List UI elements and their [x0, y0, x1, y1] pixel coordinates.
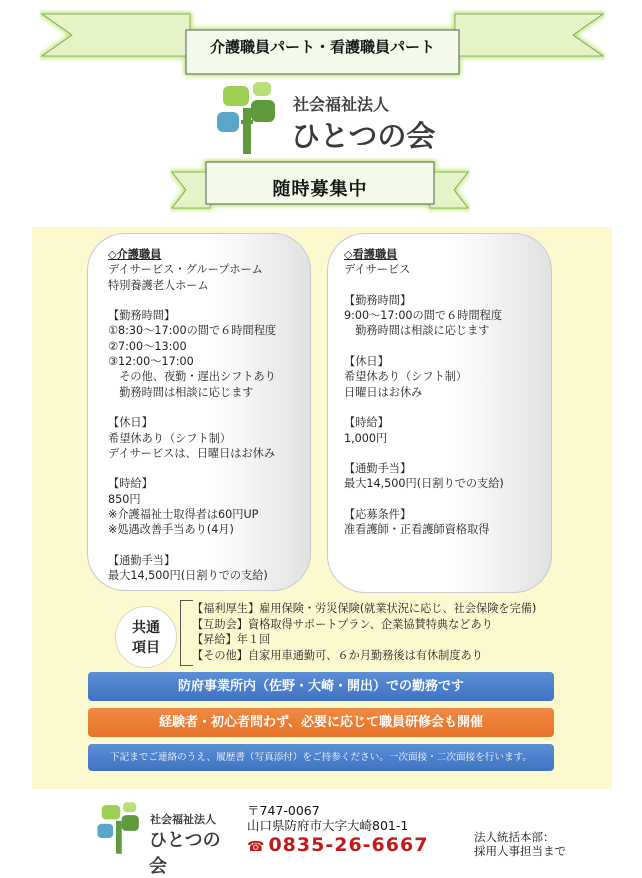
logo-organization-name: ひとつの会 — [291, 119, 436, 153]
common-item: 【互助会】資格取得サポートプラン、企業協賛特典などあり — [192, 617, 493, 631]
tree-logo-icon — [96, 800, 146, 856]
card-line: 【休日】 — [108, 416, 153, 430]
card-line: 【時給】 — [108, 477, 153, 491]
job-type-title: 介護職員パート・看護職員パート — [209, 38, 435, 56]
logo-corp-label: 社会福祉法人 — [293, 95, 390, 114]
card-line: 【通勤手当】 — [344, 462, 412, 476]
postal-code: 〒747-0067 — [247, 803, 320, 818]
card-line: 【勤務時間】 — [108, 309, 176, 323]
card-line: デイサービス・グループホーム — [108, 263, 263, 277]
card-heading: ◇看護職員 — [344, 248, 398, 261]
card-line: その他、夜勤・遅出シフトあり — [108, 370, 276, 384]
line-spacer — [108, 461, 298, 476]
work-location-bar: 防府事業所内（佐野・大崎・開出）での勤務です — [88, 672, 554, 701]
common-label-line2: 項目 — [132, 640, 160, 656]
card-line: ①8:30～17:00の間で６時間程度 — [108, 324, 277, 338]
card-line: ③12:00～17:00 — [108, 355, 194, 369]
recruiting-now-title: 随時募集中 — [272, 179, 368, 200]
line-spacer — [108, 293, 298, 308]
footer-logo-corp-label: 社会福祉法人 — [150, 813, 216, 826]
common-items-list — [192, 601, 536, 663]
card-line: デイサービスは、日曜日はお休み — [108, 446, 276, 460]
card-line: 1,000円 — [344, 431, 388, 445]
contact-instructions-bar: 下記までご連絡のうえ、履歴書（写真添付）をご持参ください。一次面接・二次面接を行います。 — [88, 744, 554, 771]
card-line: 【勤務時間】 — [344, 293, 412, 307]
card-line: 日曜日はお休み — [344, 385, 423, 399]
dept-line-2: 採用人事担当まで — [474, 844, 566, 858]
phone-number-link[interactable] — [247, 834, 428, 856]
footer-address-block — [247, 803, 408, 833]
card-line: 【通勤手当】 — [108, 553, 176, 567]
card-line: 特別養護老人ホーム — [108, 278, 209, 292]
card-line: 勤務時間は相談に応じます — [108, 385, 254, 399]
footer-organization-logo — [96, 800, 236, 877]
tree-logo-icon — [215, 82, 285, 154]
card-line: 【時給】 — [344, 416, 389, 430]
card-line: ※介護福祉士取得者は60円UP — [108, 508, 259, 522]
card-line: 850円 — [108, 492, 141, 506]
common-items-badge — [115, 606, 177, 668]
common-item: 【昇給】年１回 — [192, 633, 271, 646]
card-line: ※処遇改善手当あり(4月) — [108, 523, 234, 537]
line-spacer — [344, 492, 539, 507]
common-item: 【福利厚生】雇用保険・労災保険(就業状況に応じ、社会保険を完備) — [192, 602, 537, 615]
top-ribbon-banner — [40, 10, 605, 80]
training-info-bar: 経験者・初心者問わず、必要に応じて職員研修会も開催 — [88, 708, 554, 737]
line-spacer — [344, 339, 539, 354]
card-line: 希望休あり（シフト制） — [108, 431, 232, 445]
card-line: 【休日】 — [344, 355, 389, 369]
line-spacer — [108, 538, 298, 553]
contact-department — [474, 830, 566, 858]
line-spacer — [344, 400, 539, 415]
dept-line-1: 法人統括本部： — [474, 830, 555, 844]
telephone-icon: ☎ — [247, 839, 266, 855]
line-spacer — [344, 446, 539, 461]
recruit-ribbon-banner — [170, 158, 470, 214]
card-line: デイサービス — [344, 263, 411, 277]
card-line: ②7:00～13:00 — [108, 339, 187, 353]
common-label-line1: 共通 — [132, 620, 160, 636]
card-line: 准看護師・正看護師資格取得 — [344, 523, 490, 537]
care-staff-card — [87, 233, 311, 591]
line-spacer — [344, 278, 539, 293]
card-line: 最大14,500円(日割りでの支給) — [108, 569, 268, 583]
phone-number: 0835-26-6667 — [268, 834, 429, 856]
card-line: 9:00～17:00の間で６時間程度 — [344, 309, 503, 323]
card-line: 希望休あり（シフト制） — [344, 370, 468, 384]
line-spacer — [108, 400, 298, 415]
common-item: 【その他】自家用車通勤可、６か月勤務後は有休制度あり — [192, 648, 483, 662]
footer-logo-name: ひとつの会 — [149, 830, 221, 877]
street-address: 山口県防府市大字大崎801-1 — [247, 818, 409, 833]
nursing-staff-card — [327, 233, 552, 593]
card-heading: ◇介護職員 — [108, 248, 162, 261]
card-line: 【応募条件】 — [344, 508, 412, 522]
organization-logo — [215, 82, 445, 154]
card-line: 勤務時間は相談に応じます — [344, 324, 490, 338]
card-line: 最大14,500円(日割りでの支給) — [344, 477, 504, 491]
